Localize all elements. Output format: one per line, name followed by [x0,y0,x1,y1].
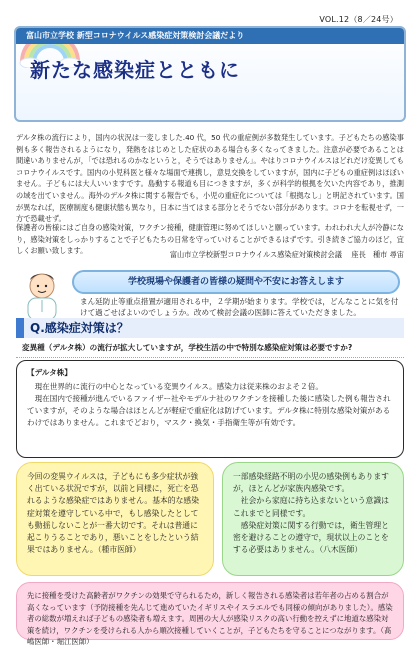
message-signature: 富山市立学校新型コロナウイルス感染症対策検討会議 座長 種市 尋宙 [169,250,404,259]
delta-info-box [16,360,404,458]
delta-info-title: 【デルタ株】 [27,368,72,377]
issue-number: VOL.12（8／24号） [319,15,398,24]
qa-intro-text: まん延防止等重点措置が適用される中，２学期が始まります。学校では，どんなことに気を付けて過ごせばよいのでしょうか。改めて検討会議の医師に答えていただきました。 [80,297,399,318]
question-title: Q.感染症対策は？ [16,318,404,338]
answer-card-bottom [16,582,404,646]
answer-card-left [16,462,214,576]
page-title: 新たな感染症とともに [30,58,240,82]
answer-left-text: 今回の変異ウイルスは，子どもにも多少症状が強く出ている状況ですが，以前と同様に，死亡を恐れるような感染症ではありません。基本的な感染症対策を遵守している中で，もし感染したとしても動揺しないことが一番大切です。それは普通に起こりうることであり，悪いことをしたという結果ではありません。（種市医師） [27,472,199,555]
message-paragraph-2: 保護者の皆様にはご自身の感染対策，ワクチン接種，健康管理に努めてほしいと願っています。われわれ大人が冷静になり，感染対策をしっかりすることで子どもたちの日常を守っていけることができるはずです。引き続きご協力のほど，宜しくお願い致します。 [16,223,404,256]
header-banner [14,26,406,122]
answer-card-right [222,462,404,576]
qa-banner: 学校現場や保護者の皆様の疑問や不安にお答えします [72,270,400,294]
answer-bottom-text: 先に接種を受けた高齢者がワクチンの効果で守られるため，新しく報告される感染者は若年者の占める割合が高くなっています（予防接種を先んじて進めていたイギリスやイスラエルでも同様の傾向がありました）。感染者の総数が増えれば子どもの感染者も増えます。周囲の大人が感染リスクの高い行動を控えずに地道な感染対策を続け，ワクチンを受けられる人から順次接種していくことが，子どもたちを守ることにつながります。（髙嶋医師・堀江医師） [27,591,393,646]
message-paragraph-1: デルタ株の流行により，国内の状況は一変しました.40 代，50 代の重症例が多数発生しています。子どもたちの感染事例も多く報告されるようになり，発熱をはじめとした症状のある場合も多くなってきました。注意が必要であることは間違いありませんが，「では恐れるのかなというと，そうではありません」。やはりコロナウイルスはどれだけ変異してもコロナウイルスです。国内の小児科医と様々な場面で連携し，意見交換をしていますが，国内に子どもの重症例はほぼいません。子どもには大人いいますです。島動する報道も目につきますが，多くが科学的根拠を欠いた内容であり，推測の域を出ていません。海外のデルタ株に関する報告でも，小児の重症化については「根拠なし」と明記されています。国が異なれば，医療制度も健康状態も異なり，日本に当てはまる部分とそうでない部分があります。コロナを転視せず，一方で恐載せず。 [16,133,404,224]
banner-organization: 富山市立学校 新型コロナウイルス感染症対策検討会議だより [16,28,404,44]
answer-right-text: 一部感染経路不明の小児の感染例もありますが，ほとんどが家族内感染です。 社会から家庭に持ち込まないという意識はこれまでと同様です。 感染症対策に関する行動では，衛生管理と密を避けることの遵守で，現状以上のことをする必要はありません。（八木医師） [233,472,389,555]
delta-info-text: 現在世界的に流行の中心となっている変異ウイルス。感染力は従来株のおよそ２倍。 現在国内で接種が進んでいるファイザー社やモデルナ社のワクチンを接種した後に感染した例も報告されていますが，そのような場合はほとんどが軽症で重症化は防げています。デルタ株に特別な感染対策があるわけではありません。これまでどおり，マスク・換気・手指衛生等が有効です。 [27,382,391,427]
question-subtitle: 変異種（デルタ株）の流行が拡大していますが，学校生活の中で特別な感染症対策は必要ですか? [16,338,404,358]
